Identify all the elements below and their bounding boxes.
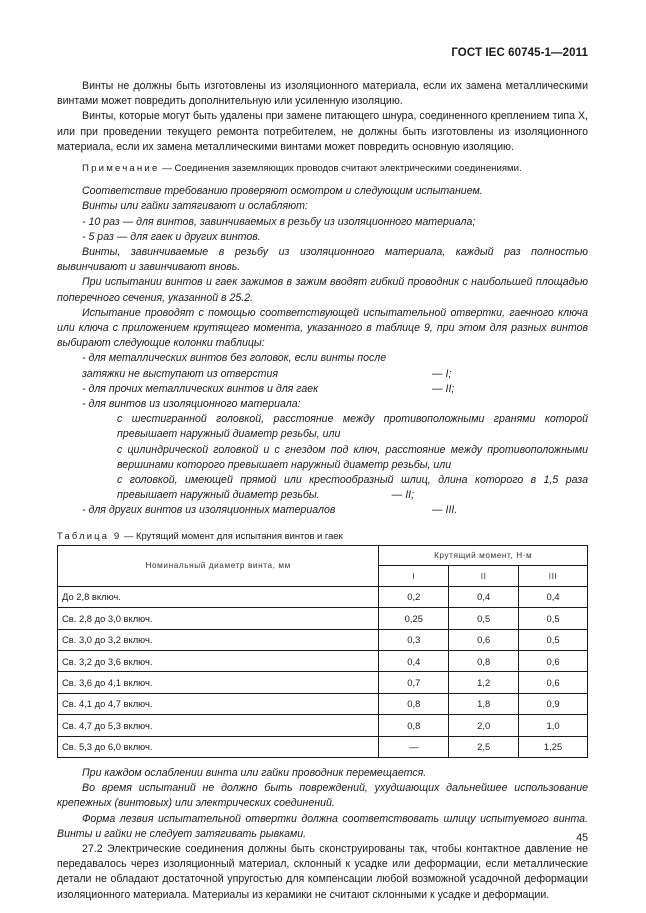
- column-ref: — III.: [432, 504, 458, 517]
- table-caption: [57, 528, 588, 543]
- paragraph: 27.2 Электрические соединения должны быть сконструированы так, чтобы контактное давление не передавалось через изоляционный материал, склонный к усадке или деформации, если металлические детали не обладают достаточной упругостью для компенсации любой возможной усадочной деформации изоляционного материала. Материалы из керамики не считают склонными к усадке и деформации.: [57, 843, 588, 901]
- paragraph: Винты не должны быть изготовлены из изоляционного материала, если их замена металлическими винтами может повредить дополнительную или усиленную изоляцию.: [57, 80, 588, 108]
- torque-table: [57, 545, 588, 758]
- cell-torque-i: 0,8: [379, 715, 449, 736]
- list-item-row: [57, 503, 588, 518]
- cell-torque-iii: 0,4: [519, 586, 588, 607]
- cell-torque-i: 0,4: [379, 651, 449, 672]
- column-header-torque: Крутящий момент, Н·м: [379, 545, 588, 566]
- cell-torque-ii: 0,5: [449, 608, 519, 629]
- paragraph: Форма лезвия испытательной отвертки должна соответствовать шлицу испытуемого винта. Винты и гайки не следует затягивать рывками.: [57, 812, 588, 840]
- cell-torque-iii: 0,9: [519, 693, 588, 714]
- note-text: — Соединения заземляющих проводов считают электрическими соединениями.: [162, 163, 522, 175]
- cell-diameter: Св. 5,3 до 6,0 включ.: [58, 736, 379, 757]
- table-row: [58, 586, 588, 607]
- list-item: - для прочих металлических винтов и для гаек: [82, 382, 319, 395]
- document-code: ГОСТ IEC 60745-1—2011: [451, 47, 588, 59]
- cell-torque-iii: 0,6: [519, 651, 588, 672]
- list-item-row: [57, 367, 588, 382]
- cell-torque-ii: 2,0: [449, 715, 519, 736]
- list-item: - для других винтов из изоляционных материалов: [82, 504, 336, 517]
- table-row: [58, 629, 588, 650]
- note: [57, 161, 588, 176]
- note-label: Примечание: [82, 163, 160, 175]
- table-caption-text: — Крутящий момент для испытания винтов и гаек: [124, 529, 343, 541]
- column-header-diameter: Номинальный диаметр винта, мм: [58, 545, 379, 586]
- list-subitem: с шестигранной головкой, расстояние между противоположными гранями которой превышает наружный диаметр резьбы, или: [117, 413, 588, 441]
- test-item: - 5 раз — для гаек и других винтов.: [82, 230, 261, 243]
- cell-diameter: Св. 4,1 до 4,7 включ.: [58, 693, 379, 714]
- cell-torque-ii: 0,4: [449, 586, 519, 607]
- cell-torque-ii: 1,8: [449, 693, 519, 714]
- test-paragraph: Винты, завинчиваемые в резьбу из изоляционного материала, каждый раз полностью вывинчивают и завинчивают вновь.: [57, 246, 588, 274]
- table-row: [58, 608, 588, 629]
- cell-torque-iii: 1,25: [519, 736, 588, 757]
- cell-torque-i: 0,25: [379, 608, 449, 629]
- cell-torque-iii: 1,0: [519, 715, 588, 736]
- paragraph: Винты, которые могут быть удалены при замене питающего шнура, соединенного креплением типа Х, или при проведении текущего ремонта потребителем, не должны быть изготовлены из изоляционного материала, если их замена металлическими винтами может повредить основную изоляцию.: [57, 110, 588, 153]
- cell-diameter: Св. 4,7 до 5,3 включ.: [58, 715, 379, 736]
- cell-diameter: Св. 3,0 до 3,2 включ.: [58, 629, 379, 650]
- cell-torque-iii: 0,5: [519, 629, 588, 650]
- table-row: [58, 672, 588, 693]
- list-item: - для металлических винтов без головок, если винты после: [82, 352, 387, 365]
- paragraph: При каждом ослаблении винта или гайки проводник перемещается.: [82, 767, 427, 780]
- list-item-row: [57, 382, 588, 397]
- test-line: Винты или гайки затягивают и ослабляют:: [82, 200, 308, 213]
- page-number: 45: [576, 832, 588, 844]
- cell-torque-iii: 0,5: [519, 608, 588, 629]
- list-subitem: с цилиндрической головкой и с гнездом под ключ, расстояние между противоположными вершинами которого превышает наружный диаметр резьбы, или: [117, 443, 588, 471]
- cell-torque-i: —: [379, 736, 449, 757]
- paragraph: Во время испытаний не должно быть повреждений, ухудшающих дальнейшее использование крепежных (винтовых) или электрических соединений.: [57, 782, 588, 810]
- column-ref: — II;: [432, 382, 455, 395]
- cell-torque-i: 0,3: [379, 629, 449, 650]
- column-selection-list: [57, 351, 588, 518]
- test-line: Соответствие требованию проверяют осмотром и следующим испытанием.: [82, 185, 483, 198]
- column-ref: — I;: [432, 367, 452, 380]
- table-caption-label: Таблица 9: [57, 529, 122, 541]
- cell-torque-ii: 0,6: [449, 629, 519, 650]
- list-item: затяжки не выступают из отверстия: [82, 367, 279, 380]
- cell-diameter: Св. 3,6 до 4,1 включ.: [58, 672, 379, 693]
- cell-torque-i: 0,8: [379, 693, 449, 714]
- list-subitem: [57, 473, 588, 503]
- cell-torque-iii: 0,6: [519, 672, 588, 693]
- table-row: [58, 651, 588, 672]
- cell-diameter: Св. 2,8 до 3,0 включ.: [58, 608, 379, 629]
- test-paragraph: При испытании винтов и гаек зажимов в зажим вводят гибкий проводник с наибольшей площадью поперечного сечения, указанной в 25.2.: [57, 276, 588, 304]
- table-row: [58, 736, 588, 757]
- list-item: - для винтов из изоляционного материала:: [82, 398, 301, 411]
- cell-torque-ii: 1,2: [449, 672, 519, 693]
- test-item: - 10 раз — для винтов, завинчиваемых в резьбу из изоляционного материала;: [82, 215, 476, 228]
- cell-diameter: До 2,8 включ.: [58, 586, 379, 607]
- table-row: [58, 693, 588, 714]
- column-header-i: I: [379, 566, 449, 587]
- cell-torque-i: 0,7: [379, 672, 449, 693]
- column-ref: — II;: [391, 489, 415, 502]
- cell-torque-ii: 0,8: [449, 651, 519, 672]
- cell-torque-ii: 2,5: [449, 736, 519, 757]
- cell-diameter: Св. 3,2 до 3,6 включ.: [58, 651, 379, 672]
- column-header-ii: II: [449, 566, 519, 587]
- column-header-iii: III: [519, 566, 588, 587]
- cell-torque-i: 0,2: [379, 586, 449, 607]
- page-content: [57, 79, 588, 903]
- test-paragraph: Испытание проводят с помощью соответствующей испытательной отвертки, гаечного ключа или ключа с приложением крутящего момента, указанного в таблице 9, при этом для разных винтов выбирают следующие колонки таблицы:: [57, 306, 588, 350]
- list-subitem-text: с головкой, имеющей прямой или крестообразный шлиц, длина которого в 1,5 раза превышает наружный диаметр резьбы.: [117, 474, 588, 502]
- table-row: [58, 715, 588, 736]
